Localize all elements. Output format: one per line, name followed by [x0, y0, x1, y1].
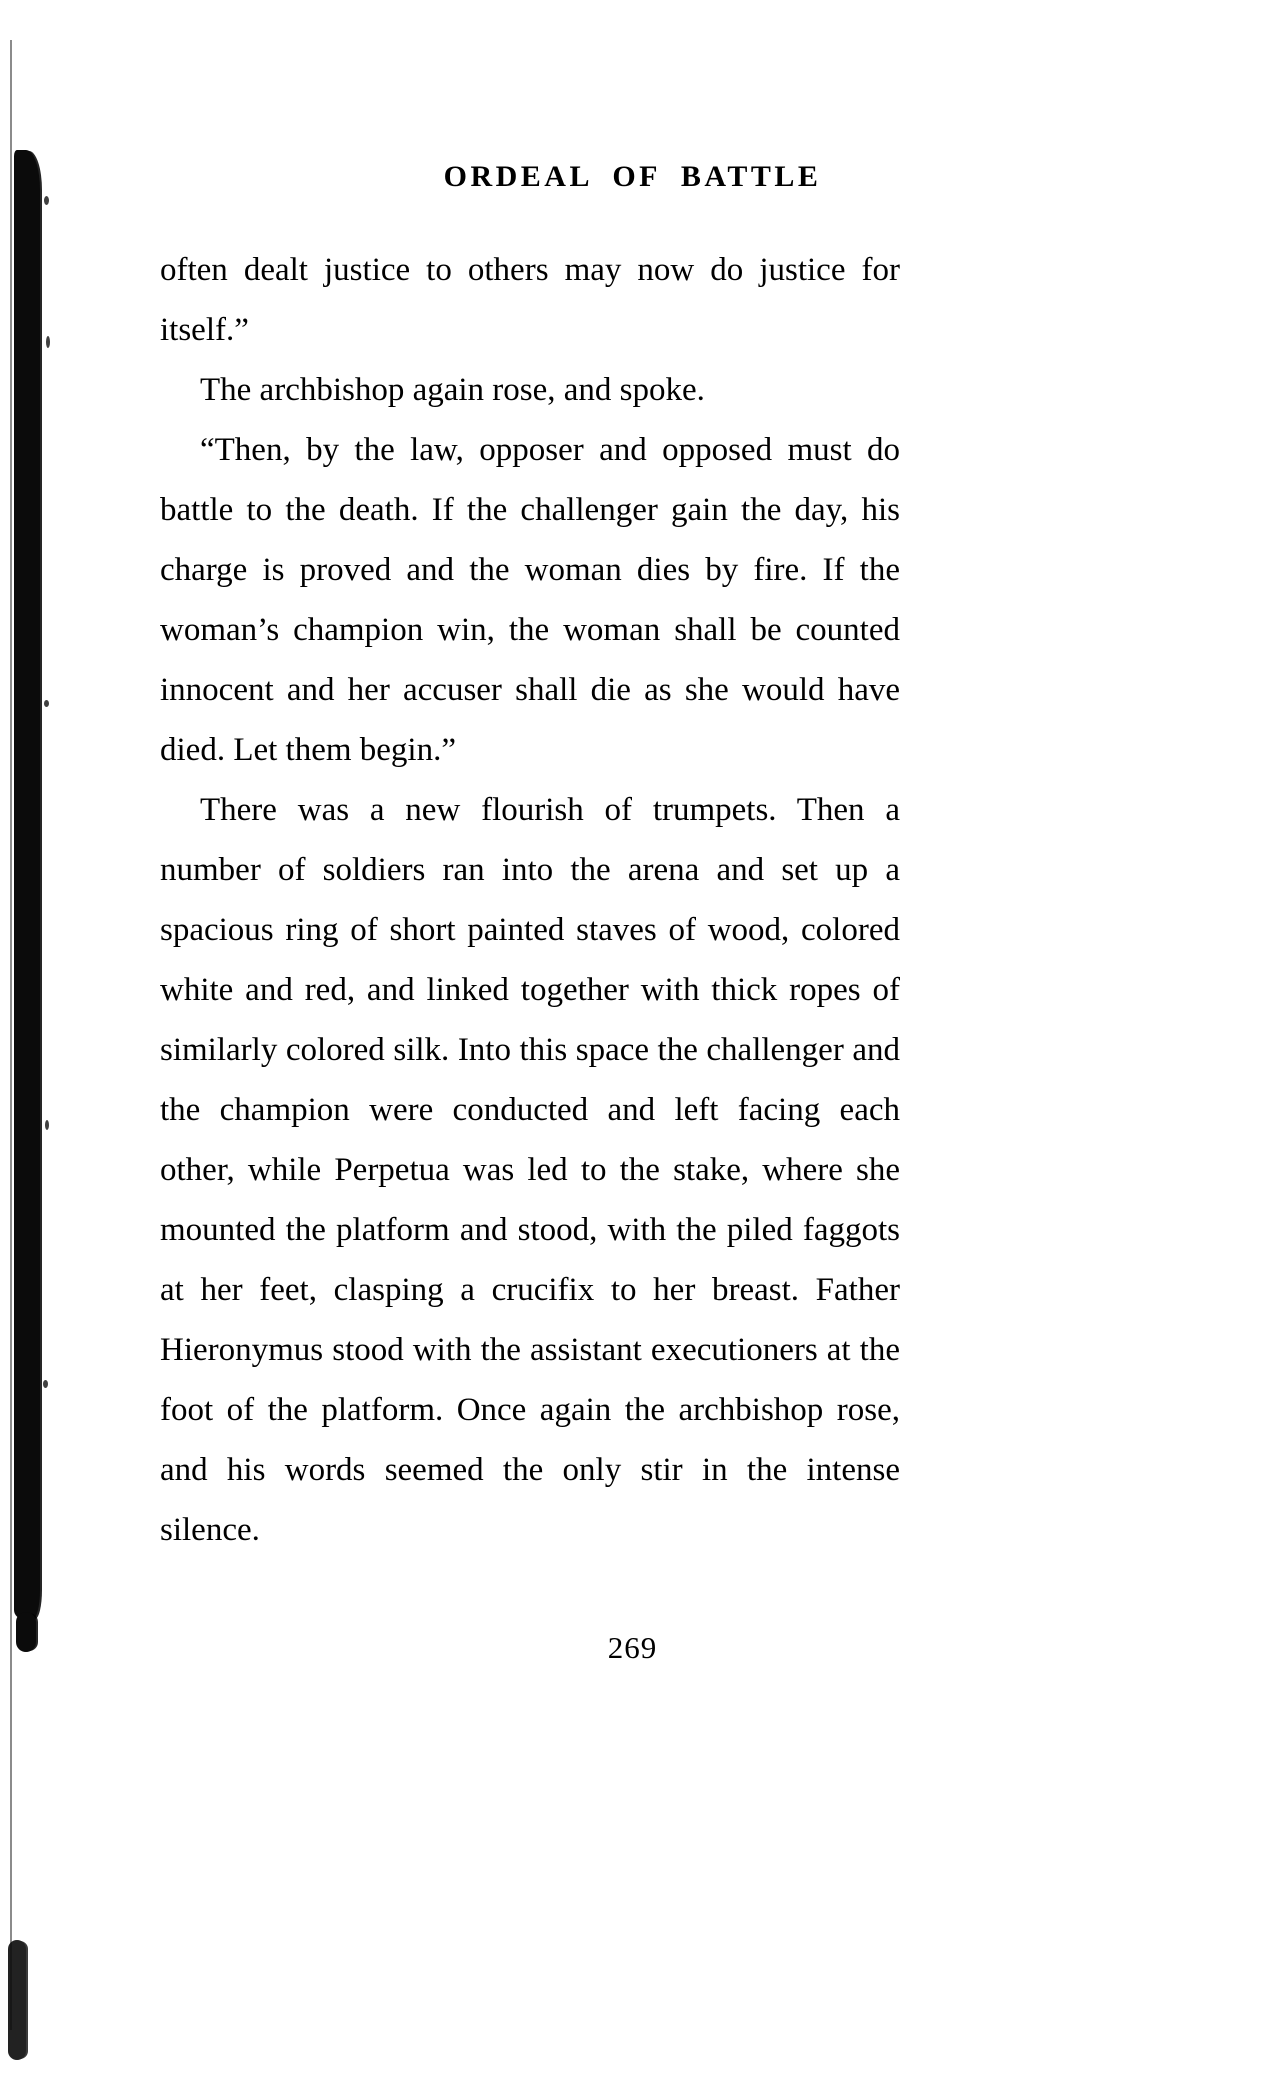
paragraph: often dealt justice to others may now do justice for itself.” — [160, 252, 900, 348]
page-number: 269 — [607, 1630, 658, 1665]
paragraph: “Then, by the law, opposer and opposed must do battle to the death. If the challenger gain the day, his charge is proved and the woman dies by fire. If the woman’s champion win, the woman shall be counted innocent and her accuser shall die as she would have died. Let them begin.” — [160, 432, 900, 768]
paragraph: The archbishop again rose, and spoke. — [200, 372, 705, 408]
page-body-text — [160, 240, 900, 1560]
paragraph: There was a new flourish of trumpets. Then a number of soldiers ran into the arena and set up a spacious ring of short painted staves of wood, colored white and red, and linked together with thick ropes of similarly colored silk. Into this space the challenger and the champion were conducted and left facing each other, while Perpetua was led to the stake, where she mounted the platform and stood, with the piled faggots at her feet, clasping a crucifix to her breast. Father Hieronymus stood with the assistant executioners at the foot of the platform. Once again the archbishop rose, and his words seemed the only stir in the intense silence. — [160, 792, 900, 1548]
page-running-head: ORDEAL OF BATTLE — [443, 160, 822, 193]
